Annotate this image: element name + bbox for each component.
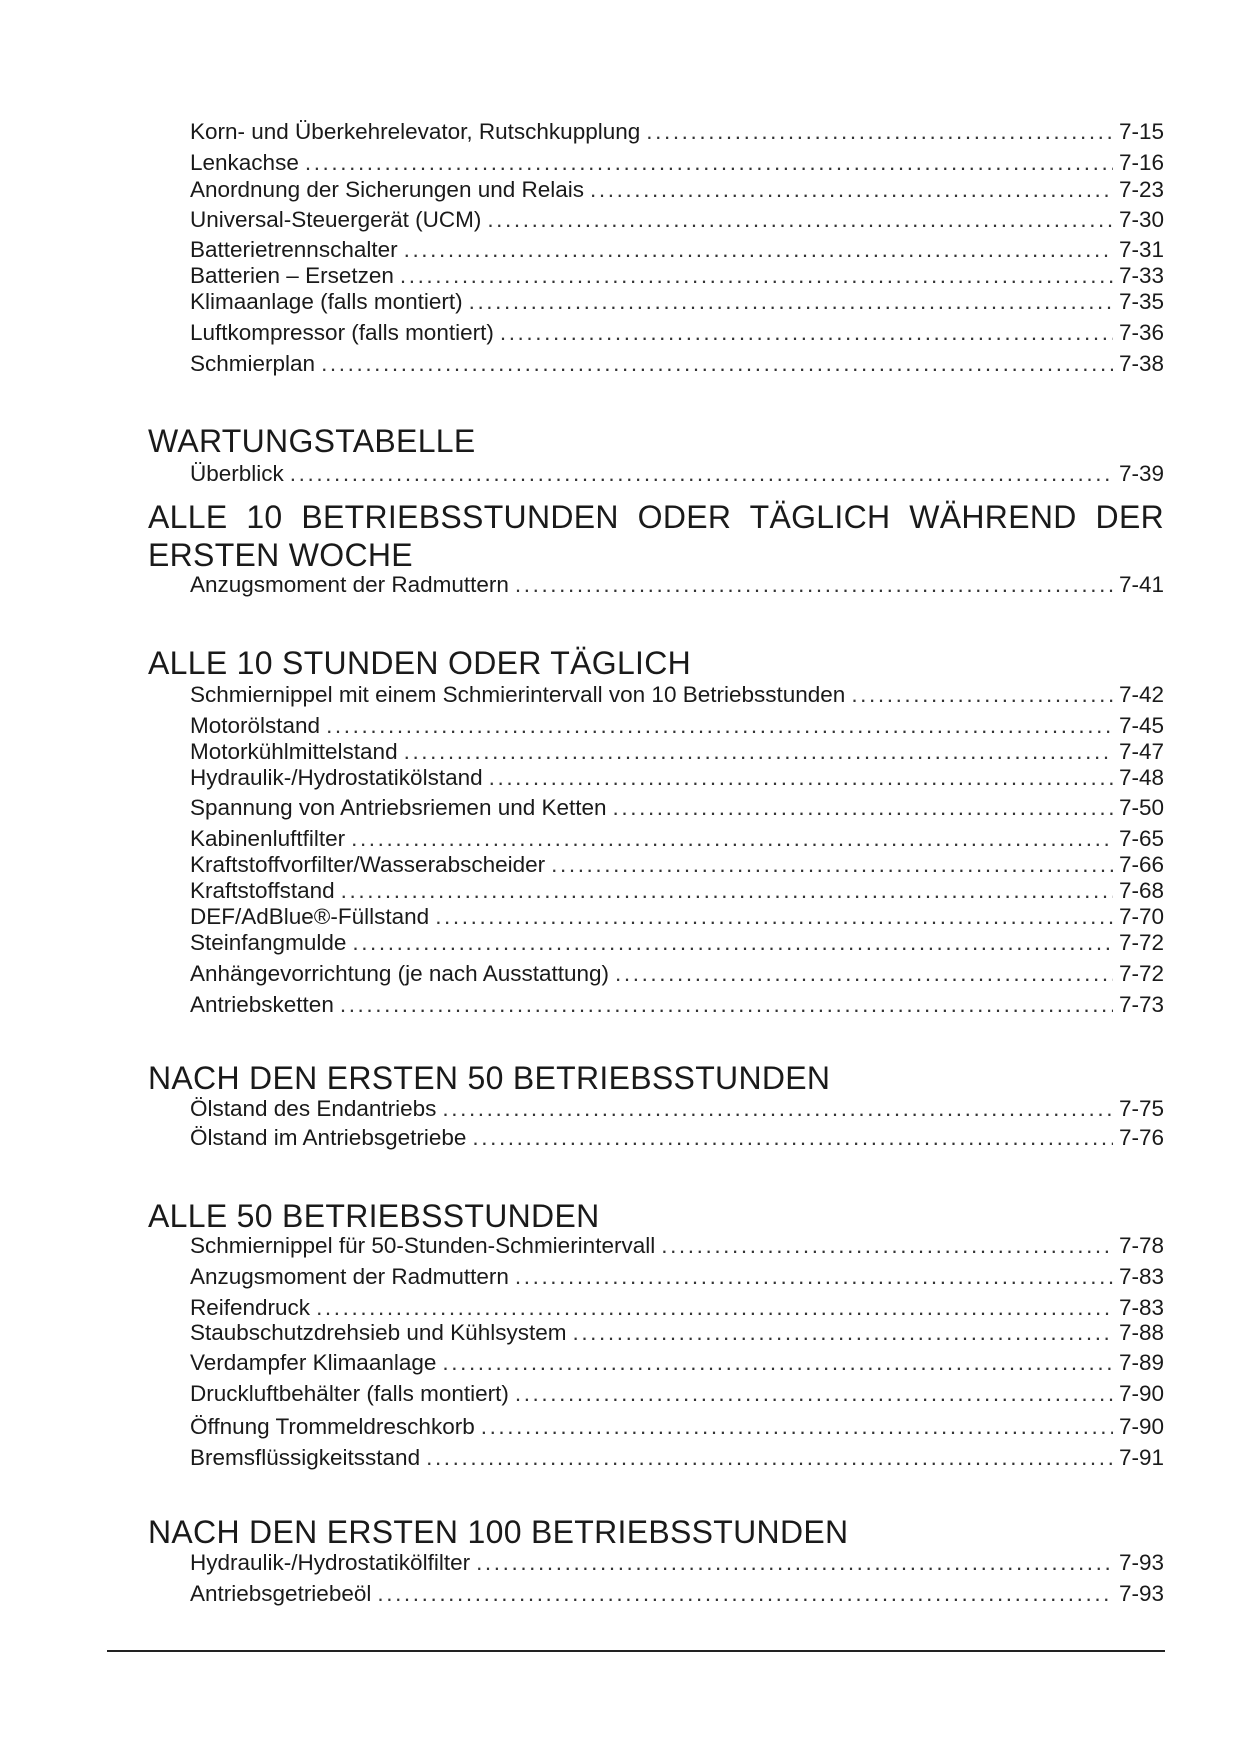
dot-leader xyxy=(351,826,1113,852)
dot-leader xyxy=(404,739,1113,765)
toc-entry-page: 7-36 xyxy=(1118,320,1164,345)
toc-entry[interactable] xyxy=(190,237,1164,263)
dot-leader xyxy=(341,878,1113,904)
toc-entry[interactable] xyxy=(190,1096,1164,1122)
toc-entry[interactable] xyxy=(190,1350,1164,1376)
dot-leader xyxy=(515,1381,1113,1407)
toc-entry-label: Universal-Steuergerät (UCM) xyxy=(190,207,482,232)
toc-entry-page: 7-35 xyxy=(1118,289,1164,314)
toc-entry[interactable] xyxy=(190,263,1164,289)
dot-leader xyxy=(404,237,1113,263)
toc-entry[interactable] xyxy=(190,826,1164,852)
toc-entry-page: 7-33 xyxy=(1118,263,1164,288)
dot-leader xyxy=(340,992,1113,1018)
dot-leader xyxy=(442,1350,1113,1376)
section-heading: ALLE 10 STUNDEN ODER TÄGLICH xyxy=(148,645,692,681)
section-heading: ALLE 50 BETRIEBSSTUNDEN xyxy=(148,1198,600,1234)
toc-entry-label: Korn- und Überkehrelevator, Rutschkupplung xyxy=(190,119,641,144)
toc-entry-label: Druckluftbehälter (falls montiert) xyxy=(190,1381,509,1406)
dot-leader xyxy=(590,177,1113,203)
toc-entry-page: 7-31 xyxy=(1118,237,1164,262)
toc-entry-page: 7-47 xyxy=(1118,739,1164,764)
dot-leader xyxy=(551,852,1113,878)
toc-entry-label: Antriebsgetriebeöl xyxy=(190,1581,372,1606)
section-heading: NACH DEN ERSTEN 50 BETRIEBSSTUNDEN xyxy=(148,1060,831,1096)
toc-entry-label: Schmiernippel mit einem Schmierintervall von 10 Betriebsstunden xyxy=(190,682,846,707)
toc-entry-label: Reifendruck xyxy=(190,1295,311,1320)
toc-entry-page: 7-76 xyxy=(1118,1125,1164,1150)
toc-entry-label: Ölstand des Endantriebs xyxy=(190,1096,437,1121)
toc-entry[interactable] xyxy=(190,1264,1164,1290)
toc-entry-page: 7-73 xyxy=(1118,992,1164,1017)
toc-entry-page: 7-23 xyxy=(1118,177,1164,202)
dot-leader xyxy=(489,765,1113,791)
toc-entry-label: Kraftstoffstand xyxy=(190,878,335,903)
toc-entry-page: 7-90 xyxy=(1118,1414,1164,1439)
toc-entry-label: Verdampfer Klimaanlage xyxy=(190,1350,437,1375)
toc-entry[interactable] xyxy=(190,682,1164,708)
toc-entry[interactable] xyxy=(190,289,1164,315)
toc-entry-label: Anhängevorrichtung (je nach Ausstattung) xyxy=(190,961,610,986)
section-heading: WARTUNGSTABELLE xyxy=(148,423,476,459)
toc-entry-label: Batterien – Ersetzen xyxy=(190,263,394,288)
dot-leader xyxy=(305,150,1113,176)
toc-entry[interactable] xyxy=(190,739,1164,765)
toc-entry-page: 7-15 xyxy=(1118,119,1164,144)
dot-leader xyxy=(316,1295,1113,1321)
toc-entry[interactable] xyxy=(190,852,1164,878)
toc-entry-page: 7-75 xyxy=(1118,1096,1164,1121)
dot-leader xyxy=(476,1550,1113,1576)
toc-entry[interactable] xyxy=(190,765,1164,791)
toc-entry-label: Hydraulik-/Hydrostatikölstand xyxy=(190,765,483,790)
section-heading: NACH DEN ERSTEN 100 BETRIEBSSTUNDEN xyxy=(148,1514,849,1550)
toc-entry-page: 7-45 xyxy=(1118,713,1164,738)
dot-leader xyxy=(321,351,1113,377)
toc-entry-label: Spannung von Antriebsriemen und Ketten xyxy=(190,795,607,820)
toc-entry[interactable] xyxy=(190,878,1164,904)
dot-leader xyxy=(487,207,1113,233)
toc-entry[interactable] xyxy=(190,1414,1164,1440)
toc-entry[interactable] xyxy=(190,1125,1164,1151)
toc-entry-page: 7-83 xyxy=(1118,1295,1164,1320)
toc-entry-label: Öffnung Trommeldreschkorb xyxy=(190,1414,475,1439)
toc-entry-page: 7-50 xyxy=(1118,795,1164,820)
toc-entry-label: Schmiernippel für 50-Stunden-Schmierintervall xyxy=(190,1233,656,1258)
dot-leader xyxy=(500,320,1113,346)
toc-entry[interactable] xyxy=(190,461,1164,487)
dot-leader xyxy=(615,961,1113,987)
section-heading-continued: ERSTEN WOCHE xyxy=(148,537,413,573)
toc-entry-page: 7-72 xyxy=(1118,930,1164,955)
toc-entry-label: DEF/AdBlue®-Füllstand xyxy=(190,904,430,929)
toc-entry-page: 7-70 xyxy=(1118,904,1164,929)
toc-entry-label: Anzugsmoment der Radmuttern xyxy=(190,572,509,597)
toc-entry-label: Schmierplan xyxy=(190,351,316,376)
toc-entry-label: Klimaanlage (falls montiert) xyxy=(190,289,463,314)
dot-leader xyxy=(515,1264,1113,1290)
toc-entry-label: Kraftstoffvorfilter/Wasserabscheider xyxy=(190,852,546,877)
dot-leader xyxy=(469,289,1113,315)
toc-entry-page: 7-72 xyxy=(1118,961,1164,986)
toc-entry-page: 7-89 xyxy=(1118,1350,1164,1375)
toc-entry-label: Luftkompressor (falls montiert) xyxy=(190,320,494,345)
toc-entry[interactable] xyxy=(190,1320,1164,1346)
dot-leader xyxy=(572,1320,1112,1346)
toc-entry-page: 7-91 xyxy=(1118,1445,1164,1470)
toc-entry-label: Kabinenluftfilter xyxy=(190,826,346,851)
dot-leader xyxy=(851,682,1113,708)
toc-entry-page: 7-65 xyxy=(1118,826,1164,851)
toc-entry[interactable] xyxy=(190,572,1164,598)
toc-entry[interactable] xyxy=(190,351,1164,377)
toc-entry-page: 7-90 xyxy=(1118,1381,1164,1406)
dot-leader xyxy=(426,1445,1113,1471)
toc-entry-label: Staubschutzdrehsieb und Kühlsystem xyxy=(190,1320,567,1345)
toc-entry-label: Antriebsketten xyxy=(190,992,334,1017)
toc-entry[interactable] xyxy=(190,177,1164,203)
section-heading: ALLE 10 BETRIEBSSTUNDEN ODER TÄGLICH WÄHREND DER xyxy=(148,499,1164,535)
toc-entry-page: 7-78 xyxy=(1118,1233,1164,1258)
toc-entry-label: Lenkachse xyxy=(190,150,299,175)
toc-entry[interactable] xyxy=(190,1550,1164,1576)
toc-entry[interactable] xyxy=(190,1581,1164,1607)
toc-entry[interactable] xyxy=(190,713,1164,739)
dot-leader xyxy=(435,904,1113,930)
dot-leader xyxy=(326,713,1113,739)
dot-leader xyxy=(290,461,1113,487)
dot-leader xyxy=(613,795,1113,821)
toc-entry-label: Hydraulik-/Hydrostatikölfilter xyxy=(190,1550,471,1575)
toc-entry-page: 7-39 xyxy=(1118,461,1164,486)
toc-entry-page: 7-93 xyxy=(1118,1581,1164,1606)
toc-entry[interactable] xyxy=(190,1445,1164,1471)
toc-entry[interactable] xyxy=(190,930,1164,956)
toc-entry-page: 7-93 xyxy=(1118,1550,1164,1575)
dot-leader xyxy=(377,1581,1113,1607)
toc-entry-page: 7-83 xyxy=(1118,1264,1164,1289)
toc-entry[interactable] xyxy=(190,1381,1164,1407)
toc-entry-label: Steinfangmulde xyxy=(190,930,347,955)
toc-entry-page: 7-30 xyxy=(1118,207,1164,232)
dot-leader xyxy=(400,263,1113,289)
toc-entry-page: 7-48 xyxy=(1118,765,1164,790)
toc-entry-label: Batterietrennschalter xyxy=(190,237,398,262)
toc-entry-label: Motorölstand xyxy=(190,713,321,738)
toc-entry-label: Motorkühlmittelstand xyxy=(190,739,398,764)
toc-entry-page: 7-41 xyxy=(1118,572,1164,597)
toc-entry[interactable] xyxy=(190,1295,1164,1321)
dot-leader xyxy=(472,1125,1113,1151)
dot-leader xyxy=(442,1096,1113,1122)
toc-entry[interactable] xyxy=(190,150,1164,176)
toc-entry-page: 7-88 xyxy=(1118,1320,1164,1345)
toc-entry[interactable] xyxy=(190,207,1164,233)
dot-leader xyxy=(515,572,1113,598)
toc-entry[interactable] xyxy=(190,320,1164,346)
dot-leader xyxy=(481,1414,1113,1440)
toc-entry-label: Überblick xyxy=(190,461,284,486)
footer-rule xyxy=(107,1650,1165,1652)
toc-entry-page: 7-66 xyxy=(1118,852,1164,877)
toc-entry[interactable] xyxy=(190,795,1164,821)
toc-entry-page: 7-68 xyxy=(1118,878,1164,903)
toc-entry-page: 7-16 xyxy=(1118,150,1164,175)
toc-entry-label: Bremsflüssigkeitsstand xyxy=(190,1445,421,1470)
toc-entry[interactable] xyxy=(190,961,1164,987)
toc-entry-page: 7-42 xyxy=(1118,682,1164,707)
dot-leader xyxy=(352,930,1113,956)
toc-entry-page: 7-38 xyxy=(1118,351,1164,376)
toc-entry[interactable] xyxy=(190,119,1164,145)
toc-entry[interactable] xyxy=(190,992,1164,1018)
dot-leader xyxy=(646,119,1113,145)
toc-entry-label: Anordnung der Sicherungen und Relais xyxy=(190,177,585,202)
dot-leader xyxy=(661,1233,1113,1259)
toc-entry[interactable] xyxy=(190,904,1164,930)
toc-entry-label: Anzugsmoment der Radmuttern xyxy=(190,1264,509,1289)
toc-entry[interactable] xyxy=(190,1233,1164,1259)
toc-entry-label: Ölstand im Antriebsgetriebe xyxy=(190,1125,467,1150)
